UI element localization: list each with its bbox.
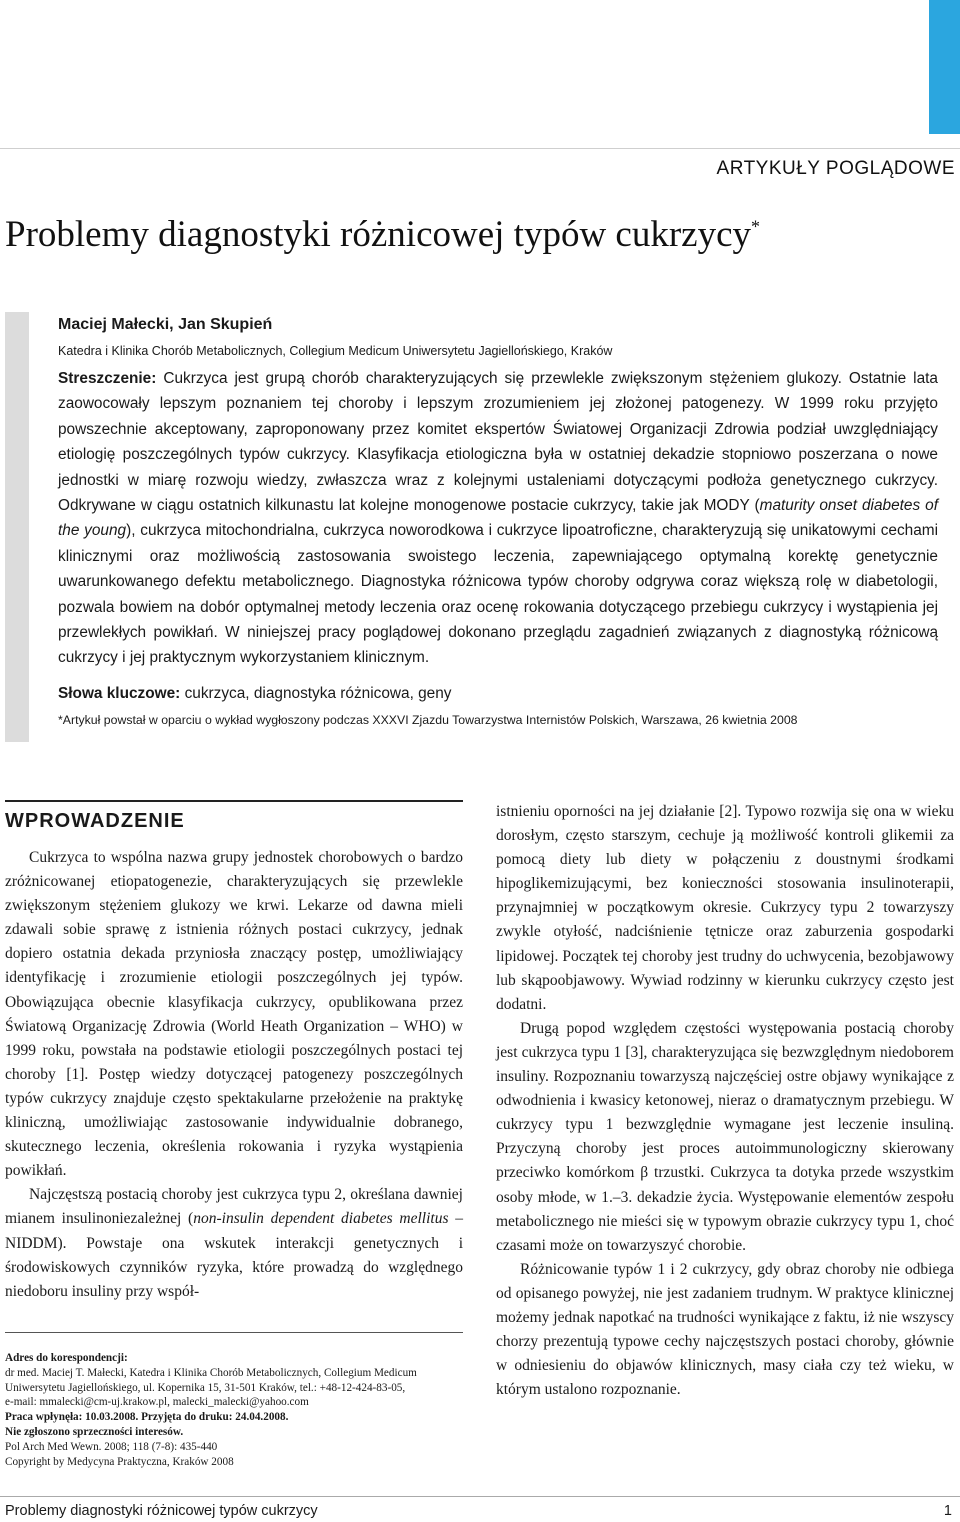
conflict-statement: Nie zgłoszono sprzeczności interesów. [5,1425,184,1438]
authors: Maciej Małecki, Jan Skupień [58,316,273,333]
abstract-text: Cukrzyca jest grupą chorób charakteryzujących się przewlekle zwiększonym stężeniem glukozy. Ostatnie lata zaowocowały lepszym poznaniem tej choroby i lepszym zrozumieniem jej złożonej patogenezy. W 1999 roku przyjęto powszechnie akceptowany, zaproponowany przez komitet ekspertów Światowej Organizacji Zdrowia podział uwzględniający etiologię poszczególnych typów cukrzycy. Klasyfikacja etiologiczna była w ostatniej dekadzie stopniowo poszerzana o nowe jednostki w miarę rozwoju wiedzy, zwłaszcza wraz z kolejnymi ustaleniami dotyczącymi podłoża genetycznego cukrzycy. Odkrywane w ciągu ostatnich kilkunastu lat kolejne monogenowe postacie cukrzycy, takie jak MODY ( [58,370,938,515]
paragraph-italic: non-insulin dependent diabetes mellitus [193,1210,449,1228]
citation: Pol Arch Med Wewn. 2008; 118 (7-8): 435-440 [5,1440,218,1453]
accent-bar [929,0,960,134]
paragraph: Cukrzyca to wspólna nazwa grupy jednostek chorobowych o bardzo zróżnicowanej etiopatogenezie, charakteryzujących się przewlekle zwiększonym stężeniem glukozy we krwi. Lekarze od dawna mieli zdawali sobie sprawę z istnienia różnych postaci cukrzycy, jednak dopiero ostatnia dekada przyniosła znaczący postęp, umożliwiający identyfikację i zrozumienie etiologii poszczególnych jej typów. Obowiązująca obecnie klasyfikacja cukrzycy, opublikowana przez Światową Organizację Zdrowia (World Heath Organization – WHO) w 1999 roku, powstała na podstawie etiologii poszczególnych postaci tej choroby [1]. Postęp wiedzy dotyczącej patogenezy poszczególnych typów cukrzycy znajduje często spektakularne przełożenie na praktykę kliniczną, umożliwiając zastosowanie indywidualnie dobranego, skutecznego leczenia, określenia rokowania i ryzyka wystąpienia powikłań. [5,849,463,1180]
keywords-label: Słowa kluczowe: [58,684,181,702]
abstract [58,366,938,671]
body-column-right [496,800,954,1402]
top-rule [0,148,960,149]
paragraph: Drugą popod względem częstości występowania postacią choroby jest cukrzyca typu 1 [3], charakteryzująca się bezwzględnym niedoborem insuliny. Rozpoznaniu towarzyszą najczęściej ostre objawy wynikające z odwodnienia i kwasicy ketonowej, nieraz o dramatycznym przebiegu. W cukrzycy typu 1 bezwzględnie wymagane jest leczenie insuliną. Przyczyną choroby jest proces autoimmunologiczny skierowany przeciwko komórkom β trzustki. Cukrzyca ta dotyka przede wszystkim osoby młode, w 1.–3. dekadzie życia. Występowanie elementów zespołu metabolicznego nie mieści się w typowym obrazie cukrzycy typu 1, choć czasami może on towarzyszyć chorobie. [496,1019,954,1254]
keywords [58,682,938,706]
correspondence-label: Adres do korespondencji: [5,1352,128,1364]
article-title [5,213,760,256]
title-text: Problemy diagnostyki różnicowej typów cukrzycy [5,214,751,255]
abstract-text-2: ), cukrzyca mitochondrialna, cukrzyca noworodkowa i cukrzyce lipoatroficzne, charakteryzują się unikatowymi cechami klinicznymi oraz możliwością zastosowania swoistego leczenia, zapewniającego optymalną korektę genetycznie uwarunkowanego defektu metabolicznego. Diagnostyka różnicowa typów choroby odgrywa coraz większą rolę w diabetologii, pozwala bowiem na dobór optymalnej metody leczenia oraz ocenę rokowania dotyczącego przebiegu cukrzycy i wystąpienia jej przewlekłych powikłań. W niniejszej pracy poglądowej dokonano przeglądu zagadnień związanych z diagnostyką różnicową cukrzycy i jej praktycznym wykorzystaniem klinicznym. [58,522,938,667]
body-column-left [5,800,463,1304]
title-footnote-mark: * [751,216,760,237]
section-rule [5,800,463,802]
received-dates: Praca wpłynęła: 10.03.2008. Przyjęta do druku: 24.04.2008. [5,1411,289,1424]
correspondence-line: Uniwersytetu Jagiellońskiego, ul. Kopernika 15, 31-501 Kraków, tel.: +48-12-424-83-05, [5,1381,406,1394]
correspondence-block [5,1332,463,1469]
abstract-italic: maturity onset diabetes of the young [58,497,938,540]
paragraph [5,1183,463,1303]
title-footnote: *Artykuł powstał w oparciu o wykład wygłoszony podczas XXXVI Zjazdu Towarzystwa Internistów Polskich, Warszawa, 26 kwietnia 2008 [58,712,798,727]
paragraph-text: Najczęstszą postacią choroby jest cukrzyca typu 2, określana dawniej mianem insulinoniezależnej ( [5,1186,463,1228]
keywords-text: cukrzyca, diagnostyka różnicowa, geny [180,684,452,702]
paragraph: Różnicowanie typów 1 i 2 cukrzycy, gdy obraz choroby nie odbiega od opisanego powyżej, nie jest zadaniem trudnym. W praktyce klinicznej możemy jednak napotkać na trudności wynikające z faktu, iż nie wszyscy chorzy prezentują typowe cechy najczęstszych postaci choroby, głównie w odniesieniu do objawów klinicznych, masy ciała czy też wieku, w którym ustalono rozpoznanie. [496,1260,954,1399]
affiliation: Katedra i Klinika Chorób Metabolicznych, Collegium Medicum Uniwersytetu Jagiellońskiego, Kraków [58,344,613,358]
section-heading: WPROWADZENIE [5,810,185,832]
abstract-label: Streszczenie: [58,370,157,387]
correspondence-line: dr med. Maciej T. Małecki, Katedra i Klinika Chorób Metabolicznych, Collegium Medicum [5,1366,417,1379]
section-label: ARTYKUŁY POGLĄDOWE [716,158,955,179]
abstract-side-bar [5,312,29,742]
bottom-rule [0,1496,960,1497]
abstract-block [58,312,938,730]
correspondence-email: e-mail: mmalecki@cm-uj.krakow.pl, malecki_malecki@yahoo.com [5,1396,309,1409]
copyright: Copyright by Medycyna Praktyczna, Kraków 2008 [5,1455,234,1468]
paragraph-text: – NIDDM). Powstaje ona wskutek interakcji genetycznych i środowiskowych czynników ryzyka, które prowadzą do względnego niedoboru insuliny przy współ- [5,1210,464,1300]
paragraph: istnieniu oporności na jej działanie [2]. Typowo rozwija się ona w wieku dorosłym, często starszym, cechuje ją możliwość kontroli glikemii za pomocą diety lub diety w połączeniu z doustnymi środkami hipoglikemizującymi, bez konieczności stosowania insulinoterapii, przynajmniej w początkowym okresie. Cukrzycy typu 2 towarzyszy zwykle otyłość, nadciśnienie tętnicze oraz zaburzenia gospodarki lipidowej. Początek tej choroby jest trudny do uchwycenia, bezobjawowy lub skąpoobjawowy. Wywiad rodzinny w kierunku cukrzycy często jest dodatni. [496,803,954,1013]
page-number: 1 [943,1503,952,1519]
running-title: Problemy diagnostyki różnicowej typów cukrzycy [5,1503,318,1519]
